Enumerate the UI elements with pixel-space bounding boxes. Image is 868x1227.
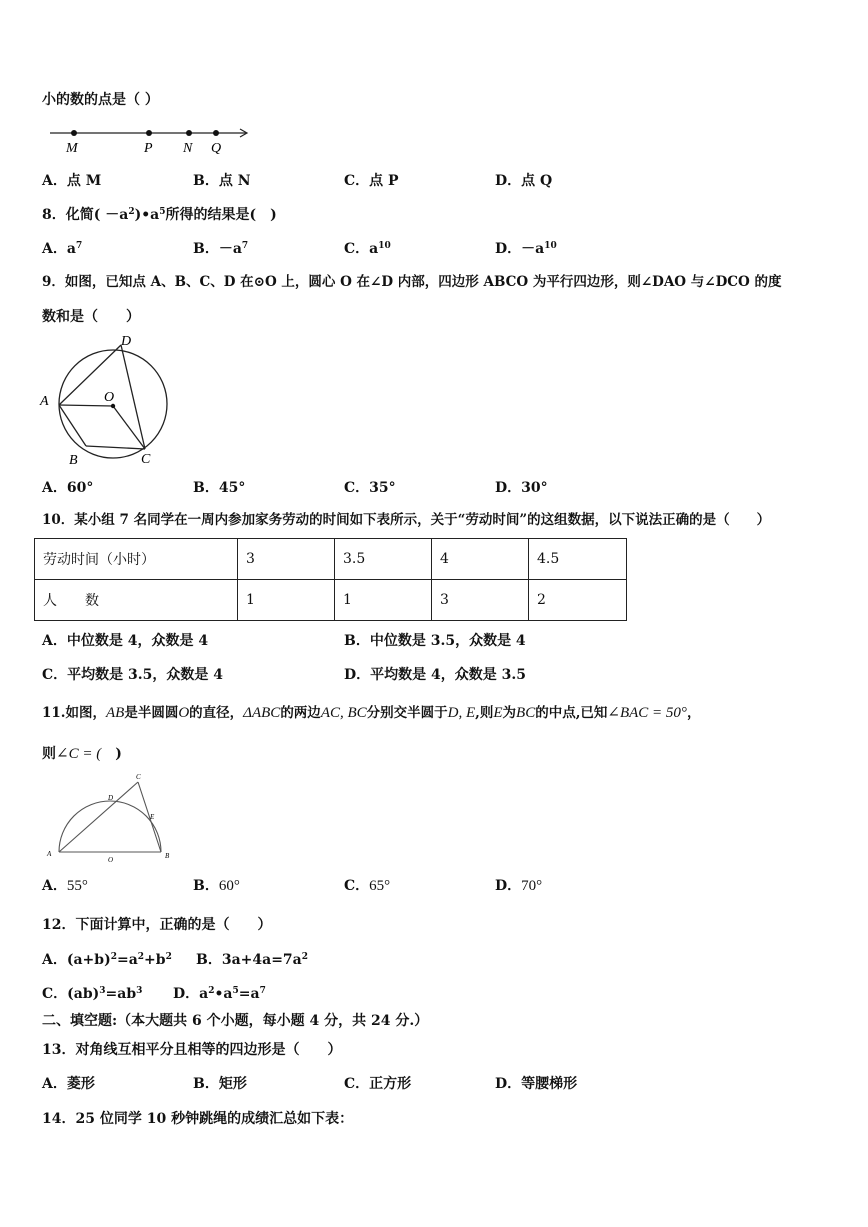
q9-label-d: D xyxy=(121,334,132,349)
section-heading: 二、填空题:（本大题共 6 个小题，每小题 4 分，共 24 分.） xyxy=(42,1013,429,1029)
q11-stem-line1: 11.如图，AB是半圆圆O的直径，ΔABC的两边AC, BC分别交半圆于D, E,则E为BC的中点,已知∠BAC = 50°， xyxy=(42,705,701,721)
q12-stem: 12．下面计算中，正确的是（ ） xyxy=(42,917,272,933)
q9-stem-line2: 数和是（ ） xyxy=(42,309,140,325)
table-row xyxy=(35,580,627,621)
nl-label-q: Q xyxy=(211,141,222,156)
q9-option-b: B．45° xyxy=(193,480,246,496)
table-row xyxy=(35,539,627,580)
table-cell: 3.5 xyxy=(335,539,432,580)
q13-option-b: B．矩形 xyxy=(193,1076,247,1092)
q11-option-d: D．70° xyxy=(495,878,543,894)
q10-stem: 10．某小组 7 名同学在一周内参加家务劳动的时间如下表所示，关于“劳动时间”的这组数据，以下说法正确的是（ ） xyxy=(42,512,771,528)
q10-option-b: B．中位数是 3.5，众数是 4 xyxy=(344,633,526,649)
q12-option-b: B．$3a+4a=7a^2$ xyxy=(196,952,308,968)
q8-option-c: C．$a^{10}$ xyxy=(344,241,391,257)
q13-option-a: A．菱形 xyxy=(42,1076,95,1092)
q11-label-b: B xyxy=(165,852,170,860)
q13-option-d: D．等腰梯形 xyxy=(495,1076,578,1092)
q11-option-b: B．60° xyxy=(193,878,240,894)
q8-option-b: B．$-a^7$ xyxy=(193,241,249,257)
q11-label-a: A xyxy=(47,850,52,858)
q10-table xyxy=(34,538,627,621)
nl-label-m: M xyxy=(66,141,78,156)
nl-label-n: N xyxy=(183,141,193,156)
table-cell: 3 xyxy=(238,539,335,580)
q9-label-o: O xyxy=(104,390,115,405)
q7-option-d: D．点 Q xyxy=(495,173,553,189)
q9-option-d: D．30° xyxy=(495,480,548,496)
nl-label-p: P xyxy=(144,141,153,156)
q9-label-b: B xyxy=(69,453,78,468)
q14-stem: 14．25 位同学 10 秒钟跳绳的成绩汇总如下表： xyxy=(42,1111,354,1127)
q13-option-c: C．正方形 xyxy=(344,1076,412,1092)
q13-stem: 13．对角线互相平分且相等的四边形是（ ） xyxy=(42,1042,342,1058)
q9-circle-figure xyxy=(38,333,178,468)
q8-option-d: D．$-a^{10}$ xyxy=(495,241,557,257)
q9-option-c: C．35° xyxy=(344,480,396,496)
q7-stem: 小的数的点是（ ） xyxy=(42,92,159,108)
q9-label-a: A xyxy=(40,394,49,409)
q7-option-a: A．点 M xyxy=(42,173,102,189)
q11-label-c: C xyxy=(136,773,141,781)
q12-option-d: D．$a^2•a^5=a^7$ xyxy=(173,986,266,1002)
q12-option-a: A．$(a+b)^2=a^2+b^2$ xyxy=(42,952,172,968)
table-cell: 劳动时间（小时） xyxy=(35,539,238,580)
table-cell: 人 数 xyxy=(35,580,238,621)
q8-stem: 8．化简( $-a^2)•a^5$所得的结果是( ) xyxy=(42,207,277,223)
q11-semicircle-figure xyxy=(44,772,179,862)
q7-option-b: B．点 N xyxy=(193,173,251,189)
table-cell: 4.5 xyxy=(529,539,627,580)
q11-option-c: C．65° xyxy=(344,878,391,894)
table-cell: 2 xyxy=(529,580,627,621)
q8-option-a: A．$a^7$ xyxy=(42,241,83,257)
table-cell: 3 xyxy=(432,580,529,621)
q9-option-a: A．60° xyxy=(42,480,94,496)
q11-stem-line2: 则∠C = ( ) xyxy=(42,746,122,762)
table-cell: 4 xyxy=(432,539,529,580)
q10-option-a: A．中位数是 4，众数是 4 xyxy=(42,633,209,649)
q11-label-o: O xyxy=(108,856,114,864)
q11-label-d: D xyxy=(108,794,114,802)
q9-label-c: C xyxy=(141,452,151,467)
q10-option-c: C．平均数是 3.5，众数是 4 xyxy=(42,667,223,683)
q11-option-a: A．55° xyxy=(42,878,88,894)
table-cell: 1 xyxy=(238,580,335,621)
q9-stem-line1: 9．如图，已知点 A、B、C、D 在⊙O 上，圆心 O 在∠D 内部，四边形 ABCO 为平行四边形，则∠DAO 与∠DCO 的度 xyxy=(42,274,782,290)
q10-option-d: D．平均数是 4，众数是 3.5 xyxy=(344,667,526,683)
q7-option-c: C．点 P xyxy=(344,173,399,189)
q11-label-e: E xyxy=(150,813,155,821)
number-line-figure xyxy=(50,124,270,154)
table-cell: 1 xyxy=(335,580,432,621)
q12-option-c: C．$(ab)^3=ab^3$ xyxy=(42,986,143,1002)
